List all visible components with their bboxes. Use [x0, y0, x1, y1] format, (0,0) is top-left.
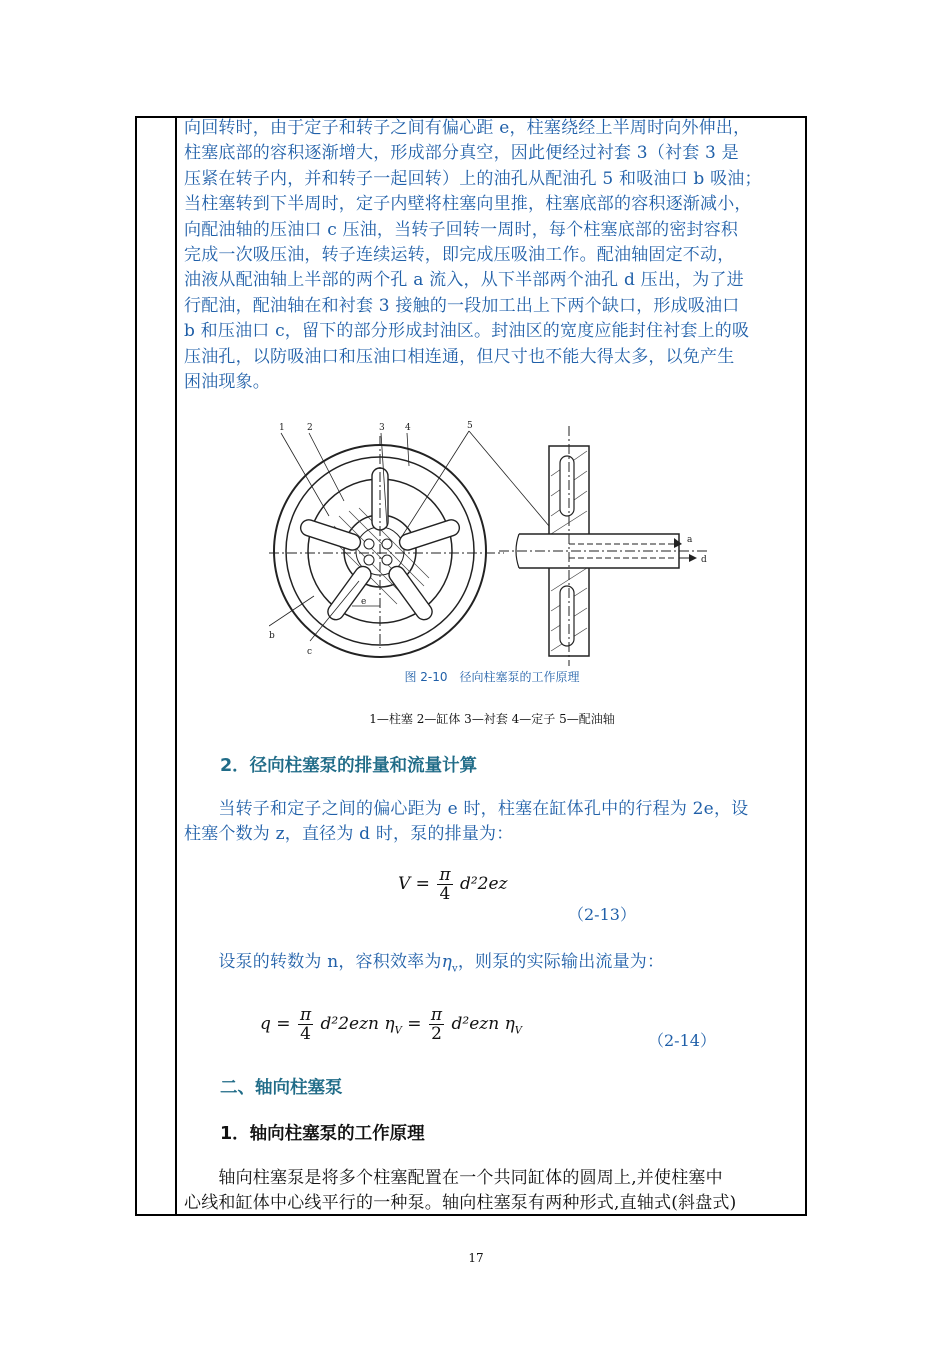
subscript: V: [514, 1025, 522, 1037]
formula-rest: d²2ez: [459, 874, 508, 894]
formula-lhs: V =: [398, 874, 430, 894]
text-line: 向回转时，由于定子和转子之间有偏心距 e，柱塞绕经上半周时向外伸出，: [184, 118, 751, 138]
text-segment: 设泵的转数为 n，容积效率为: [184, 952, 442, 972]
axial-paragraph: [184, 1166, 800, 1217]
fraction: [298, 1006, 313, 1043]
text-segment: ，则泵的实际输出流量为：: [457, 952, 665, 972]
section-heading-axial: 二、轴向柱塞泵: [220, 1078, 343, 1098]
label-d: d: [701, 555, 707, 565]
label-a: a: [687, 535, 693, 545]
text-line: b 和压油口 c，留下的部分形成封油区。封油区的宽度应能封住衬套上的吸: [184, 321, 750, 342]
displacement-paragraph: [184, 797, 800, 848]
eta-subscript: v: [451, 963, 458, 975]
formula-2-14: [260, 1006, 522, 1043]
label-b: b: [269, 631, 275, 641]
denominator: 2: [431, 1024, 442, 1044]
numerator: π: [439, 865, 451, 885]
label-c: c: [307, 647, 313, 657]
label-5: 5: [467, 421, 473, 431]
denominator: 4: [439, 884, 451, 904]
denominator: 4: [300, 1024, 311, 1044]
formula-rest: d²ezn η: [451, 1014, 515, 1034]
text-line: 柱塞底部的容积逐渐增大，形成部分真空，因此便经过衬套 3（衬套 3 是: [184, 143, 739, 164]
table-column-divider: [175, 116, 177, 1216]
label-3: 3: [379, 423, 385, 433]
label-4: 4: [405, 423, 411, 433]
radial-piston-pump-figure: [269, 416, 729, 666]
intro-paragraph: [184, 116, 800, 395]
formula-2-13: [398, 866, 507, 903]
fraction: [437, 866, 452, 903]
equals: =: [407, 1014, 427, 1034]
figure-legend: 1—柱塞 2—缸体 3—衬套 4—定子 5—配油轴: [369, 712, 615, 726]
text-line: 困油现象。: [184, 372, 270, 393]
fraction: [429, 1006, 444, 1043]
section-heading-displacement: 2．径向柱塞泵的排量和流量计算: [220, 756, 478, 776]
label-2: 2: [307, 423, 313, 433]
equation-number-2-14: （2-14）: [648, 1031, 716, 1050]
text-line: 向配油轴的压油口 c 压油，当转子回转一周时，每个柱塞底部的密封容积: [184, 219, 739, 240]
text-line: 柱塞个数为 z，直径为 d 时，泵的排量为：: [184, 824, 514, 845]
numerator: π: [299, 1005, 312, 1025]
text-line: 完成一次吸压油，转子连续运转，即完成压吸油工作。配油轴固定不动，: [184, 245, 735, 266]
flow-intro-line: [184, 950, 800, 982]
text-line: 压油孔，以防吸油口和压油口相连通，但尺寸也不能大得太多，以免产生: [184, 346, 735, 367]
equation-number-2-13: （2-13）: [568, 905, 636, 924]
label-1: 1: [279, 423, 285, 433]
numerator: π: [430, 1005, 443, 1025]
text-line: 行配油，配油轴在和衬套 3 接触的一段加工出上下两个缺口，形成吸油口: [184, 295, 740, 316]
subsection-heading-principle: 1．轴向柱塞泵的工作原理: [220, 1124, 425, 1144]
text-line: 当转子和定子之间的偏心距为 e 时，柱塞在缸体孔中的行程为 2e，设: [184, 799, 749, 819]
formula-lhs: q =: [260, 1014, 291, 1034]
text-line: 心线和缸体中心线平行的一种泵。轴向柱塞泵有两种形式,直轴式(斜盘式): [184, 1193, 737, 1214]
eta-symbol: η: [441, 952, 452, 972]
formula-mid: d²2ezn η: [320, 1014, 395, 1034]
pump-side-section: [499, 426, 709, 666]
text-line: 轴向柱塞泵是将多个柱塞配置在一个共同缸体的圆周上,并使柱塞中: [184, 1168, 723, 1188]
text-line: 油液从配油轴上半部的两个孔 a 流入，从下半部两个油孔 d 压出，为了进: [184, 270, 744, 291]
page-number: 17: [468, 1251, 484, 1265]
pump-cross-section: [269, 421, 549, 657]
text-line: 当柱塞转到下半周时，定子内壁将柱塞向里推，柱塞底部的容积逐渐减小，: [184, 194, 752, 215]
text-line: 压紧在转子内，并和转子一起回转）上的油孔从配油孔 5 和吸油口 b 吸油；: [184, 168, 762, 189]
label-e: e: [361, 597, 367, 607]
figure-caption: 图 2-10 径向柱塞泵的工作原理: [404, 670, 580, 684]
subscript: V: [394, 1025, 402, 1037]
